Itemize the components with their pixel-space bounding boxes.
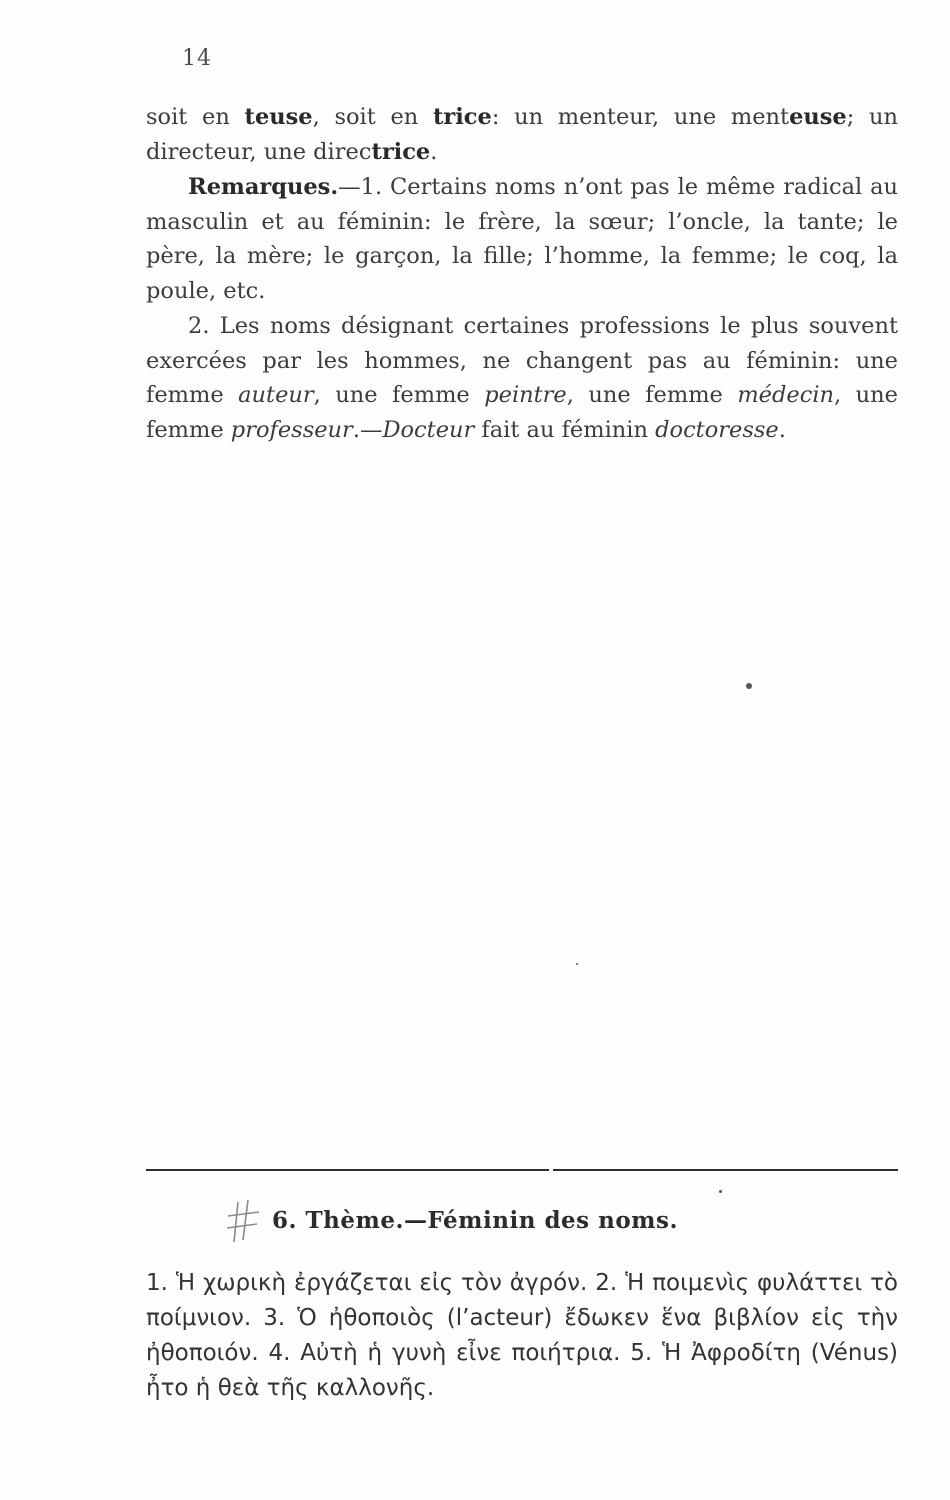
bold-term: trice — [371, 138, 431, 165]
section-heading — [0, 1207, 950, 1234]
bold-term: trice — [433, 104, 492, 130]
page-number: 14 — [182, 46, 212, 71]
text-run: , une femme — [313, 382, 485, 409]
paragraph-professions — [146, 309, 898, 447]
remarques-heading: Remarques. — [188, 174, 339, 200]
section-title: Thème.—Féminin des noms. — [305, 1207, 678, 1234]
text-run: , soit en — [312, 104, 433, 130]
text-run: ment — [730, 104, 790, 130]
italic-term: peintre — [484, 382, 567, 409]
text-run: : un menteur, une — [491, 104, 731, 130]
section-number: 6. — [272, 1207, 298, 1234]
text-run: soit en — [146, 104, 245, 130]
paragraph-suffixes — [146, 100, 898, 169]
paragraph-remarques — [146, 170, 898, 308]
bold-term: teuse — [244, 104, 313, 130]
bold-term: euse — [789, 104, 847, 130]
exercise-paragraph: 1. Ἡ χωρικὴ ἐργάζεται εἰς τὸν ἀγρόν. 2. Ἡ ποιμενὶς φυλάττει τὸ ποίμνιον. 3. Ὁ ἠθοποιὸς (l’acteur) ἔδωκεν ἕνα βιβλίον εἰς τὴν ἠθοποιόν. 4. Αὐτὴ ἡ γυνὴ εἶνε ποιήτρια. 5. Ἡ Ἀφροδίτη (Vénus) ἦτο ἡ θεὰ τῆς καλλονῆς. — [146, 1270, 898, 1401]
italic-term: doctoresse — [655, 416, 779, 443]
text-run: 2. Les noms désignant certaines professions le plus souvent exercées par les hommes, ne changent pas au féminin: une femme — [146, 313, 898, 409]
text-run: . — [430, 138, 438, 165]
italic-term: professeur — [230, 416, 353, 443]
divider-gap — [549, 1167, 553, 1173]
text-run: ; un directeur, une direc — [146, 104, 898, 165]
text-run: , une femme — [146, 382, 898, 443]
text-run: . — [778, 416, 786, 443]
text-run: , une femme — [566, 382, 738, 409]
ink-speck — [719, 1190, 722, 1193]
italic-term: médecin — [737, 382, 835, 409]
text-run: fait au féminin — [474, 416, 656, 443]
text-run: .— — [352, 416, 383, 443]
italic-term: Docteur — [382, 416, 475, 443]
section-divider — [146, 1169, 898, 1171]
exercise-greek-text — [146, 1266, 898, 1406]
italic-term: auteur — [238, 382, 314, 409]
ink-speck — [576, 963, 578, 965]
text-run: —1. Certains noms n’ont pas le même radical au masculin et au féminin: le frère, la sœur; l’oncle, la tante; le père, la mère; le garçon, la fille; l’homme, la femme; le coq, la poule, etc. — [146, 174, 898, 304]
ink-speck — [746, 683, 752, 689]
